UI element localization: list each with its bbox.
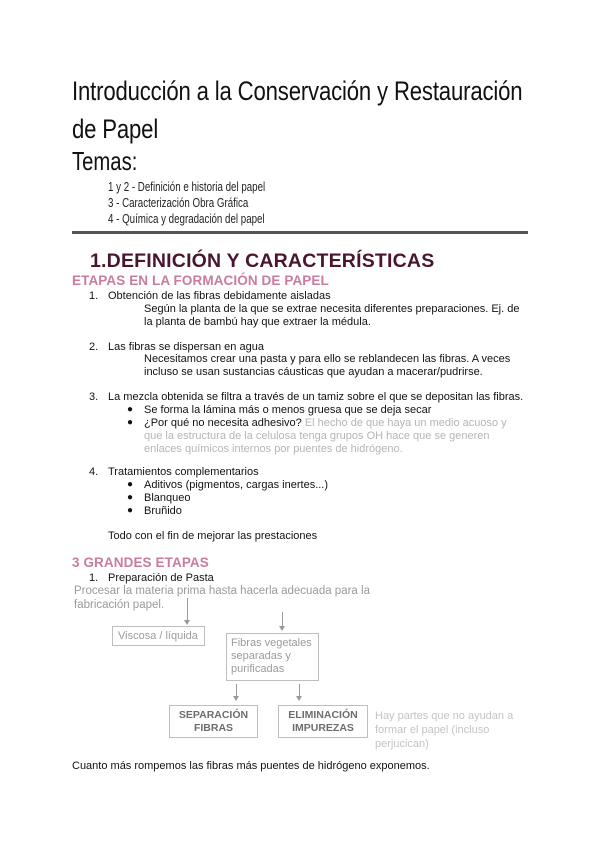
list-number: 1.: [89, 572, 99, 584]
diagram-caption: fabricación papel.: [74, 599, 165, 611]
arrow-down-icon: [184, 620, 190, 625]
list-item-title: La mezcla obtenida se filtra a través de un tamiz sobre el que se depositan las fibras.: [108, 391, 524, 403]
answer-note: que la estructura de la celulosa tenga grupos OH hace que se generen: [144, 430, 490, 442]
section-heading: 1.DEFINICIÓN Y CARACTERÍSTICAS: [90, 250, 435, 272]
title-line-1: Introducción a la Conservación y Restauración: [72, 76, 523, 106]
arrow-down-icon: [233, 696, 239, 701]
diagram-note: formar el papel (incluso: [375, 724, 490, 736]
bullet-icon: ●: [127, 505, 134, 516]
box-line: separadas y: [231, 650, 291, 662]
bullet-text: Blanqueo: [144, 492, 191, 504]
title-line-2: de Papel: [72, 114, 159, 144]
diagram-caption: Procesar la materia prima hasta hacerla adecuada para la: [74, 585, 370, 597]
diagram-box-fibras: [226, 633, 319, 681]
diagram-box-separacion: [169, 705, 258, 738]
section-subheading: 3 GRANDES ETAPAS: [72, 555, 209, 570]
bullet-text: [144, 416, 507, 430]
bullet-icon: ●: [127, 404, 134, 415]
diagram-note: perjucican): [375, 738, 429, 750]
topic-item: 3 - Caracterización Obra Gráfica: [108, 196, 249, 210]
topics-list: [108, 179, 310, 227]
answer-note: El hecho de que haya un medio acuoso y: [301, 417, 507, 429]
box-line: SEPARACIÓN: [178, 709, 249, 721]
arrow-down-icon: [279, 626, 285, 631]
bullet-text: Se forma la lámina más o menos gruesa que se deja secar: [144, 404, 432, 416]
bullet-icon: ●: [127, 479, 134, 490]
topic-item: 1 y 2 - Definición e historia del papel: [108, 180, 266, 194]
list-item-detail: incluso se usan sustancias cáusticas que ayudan a macerar/pudrirse.: [144, 366, 483, 378]
bullet-text: Aditivos (pigmentos, cargas inertes...): [144, 479, 329, 491]
list-item-detail: la planta de bambú hay que extraer la médula.: [144, 316, 371, 328]
box-line: FIBRAS: [193, 722, 234, 734]
bullet-icon: ●: [127, 492, 134, 503]
list-item-detail: Necesitamos crear una pasta y para ello se reblandecen las fibras. A veces: [144, 353, 511, 365]
question-text: ¿Por qué no necesita adhesivo?: [144, 417, 302, 429]
box-line: IMPUREZAS: [292, 722, 354, 734]
list-item-title: Obtención de las fibras debidamente aisladas: [108, 290, 331, 302]
conclusion-text: Cuanto más rompemos las fibras más puentes de hidrógeno exponemos.: [72, 760, 430, 772]
box-line: purificadas: [231, 663, 285, 675]
box-line: Fibras vegetales: [231, 637, 312, 649]
document-title: [72, 72, 544, 148]
answer-note: enlaces químicos internos por puentes de hidrógeno.: [144, 443, 403, 455]
bullet-icon: ●: [127, 417, 134, 428]
list-item-footer: Todo con el fin de mejorar las prestaciones: [108, 530, 318, 542]
diagram-box-eliminacion: [278, 705, 368, 738]
arrow-down-icon: [296, 696, 302, 701]
topic-item: 4 - Química y degradación del papel: [108, 212, 265, 226]
list-number: 4.: [89, 466, 99, 478]
temas-label: Temas:: [72, 146, 138, 176]
section-subheading: ETAPAS EN LA FORMACIÓN DE PAPEL: [72, 273, 329, 288]
diagram-box-viscosa: Viscosa / líquida: [112, 626, 205, 646]
bullet-text: Bruñido: [144, 505, 182, 517]
box-line: ELIMINACIÓN: [288, 709, 358, 721]
list-number: 2.: [89, 341, 99, 353]
list-item-detail: Según la planta de la que se extrae necesita diferentes preparaciones. Ej. de: [144, 303, 520, 315]
connector-line: [187, 598, 188, 622]
list-item-title: Tratamientos complementarios: [108, 466, 259, 478]
horizontal-divider: [72, 231, 528, 234]
list-item-title: Preparación de Pasta: [108, 572, 214, 584]
diagram-note: Hay partes que no ayudan a: [375, 710, 514, 722]
list-number: 1.: [89, 290, 99, 302]
list-item-title: Las fibras se dispersan en agua: [108, 341, 264, 353]
list-number: 3.: [89, 391, 99, 403]
